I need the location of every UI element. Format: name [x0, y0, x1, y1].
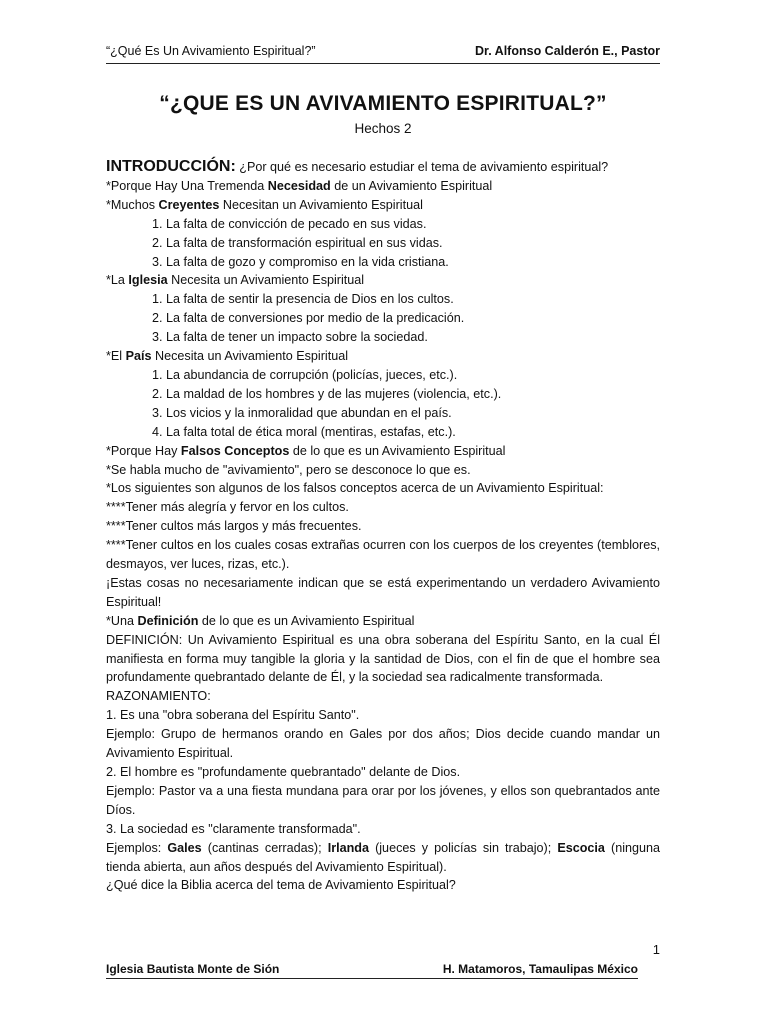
- footer-rule: [106, 978, 638, 979]
- keyword-wales: Gales: [167, 840, 202, 855]
- reason-item: 1. Es una "obra soberana del Espíritu Santo".: [106, 708, 360, 723]
- footer-location: H. Matamoros, Tamaulipas México: [442, 962, 638, 976]
- list-item: 3. La falta de gozo y compromiso en la vida cristiana.: [152, 254, 449, 269]
- definition-paragraph: [106, 631, 660, 688]
- section-definition: *Una Definición de lo que es un Avivamiento Espiritual: [106, 613, 415, 628]
- reasoning-heading: RAZONAMIENTO:: [106, 689, 211, 704]
- closing-question: ¿Qué dice la Biblia acerca del tema de Avivamiento Espiritual?: [106, 878, 456, 893]
- section-church: *La Iglesia Necesita un Avivamiento Espiritual: [106, 273, 365, 288]
- paragraph-line: *Se habla mucho de "avivamiento", pero se desconoce lo que es.: [106, 462, 471, 477]
- page-number: 1: [652, 942, 660, 957]
- list-item: 1. La falta de convicción de pecado en sus vidas.: [152, 216, 427, 231]
- definition-label: DEFINICIÓN:: [106, 632, 183, 647]
- footer-church: Iglesia Bautista Monte de Sión: [106, 962, 280, 976]
- document-subtitle: Hechos 2: [354, 121, 412, 136]
- document-body: [106, 158, 660, 895]
- paragraph-line: ****Tener más alegría y fervor en los cultos.: [106, 500, 349, 515]
- keyword-scotland: Escocia: [557, 840, 605, 855]
- keyword-definition: Definición: [137, 613, 199, 628]
- keyword-ireland: Irlanda: [327, 840, 369, 855]
- list-item: 2. La falta de transformación espiritual en sus vidas.: [152, 235, 443, 250]
- list-item: 1. La abundancia de corrupción (policías, jueces, etc.).: [152, 367, 458, 382]
- list-item: 4. La falta total de ética moral (mentiras, estafas, etc.).: [152, 424, 456, 439]
- example-paragraph: Ejemplo: Pastor va a una fiesta mundana para orar por los jóvenes, y ellos son quebrantados ante Díos.: [106, 783, 660, 817]
- section-false-concepts: *Porque Hay Falsos Conceptos de lo que es un Avivamiento Espiritual: [106, 443, 506, 458]
- keyword-country: País: [125, 349, 152, 364]
- section-believers: *Muchos Creyentes Necesitan un Avivamiento Espiritual: [106, 197, 423, 212]
- section-need: *Porque Hay Una Tremenda Necesidad de un Avivamiento Espiritual: [106, 178, 493, 193]
- paragraph-line: ****Tener cultos más largos y más frecuentes.: [106, 519, 362, 534]
- document-title: “¿QUE ES UN AVIVAMIENTO ESPIRITUAL?”: [159, 92, 607, 115]
- keyword-believers: Creyentes: [158, 197, 220, 212]
- header-author: Dr. Alfonso Calderón E., Pastor: [475, 44, 660, 58]
- list-item: 2. La falta de conversiones por medio de la predicación.: [152, 311, 465, 326]
- paragraph-line: *Los siguientes son algunos de los falsos conceptos acerca de un Avivamiento Espiritual:: [106, 481, 604, 496]
- list-item: 3. Los vicios y la inmoralidad que abundan en el país.: [152, 405, 452, 420]
- reason-item: 3. La sociedad es "claramente transformada".: [106, 821, 361, 836]
- list-item: 3. La falta de tener un impacto sobre la sociedad.: [152, 330, 428, 345]
- paragraph-line: ****Tener cultos en los cuales cosas extrañas ocurren con los cuerpos de los creyentes (temblores, desmayos, ver luces, rizas, etc.).: [106, 538, 660, 572]
- list-item: 1. La falta de sentir la presencia de Dios en los cultos.: [152, 292, 454, 307]
- header-rule: [106, 63, 660, 64]
- intro-line: [106, 158, 660, 177]
- header-title: “¿Qué Es Un Avivamiento Espiritual?”: [106, 44, 316, 58]
- list-item: 2. La maldad de los hombres y de las mujeres (violencia, etc.).: [152, 386, 502, 401]
- reason-item: 2. El hombre es "profundamente quebrantado" delante de Dios.: [106, 765, 461, 779]
- keyword-need: Necesidad: [267, 178, 331, 193]
- example-paragraph: Ejemplos: Gales (cantinas cerradas); Irlanda (jueces y policías sin trabajo); Escocia (ninguna tienda abierta, aun años después del Avivamiento Espiritual).: [106, 840, 661, 874]
- keyword-false-concepts: Falsos Conceptos: [180, 443, 290, 458]
- definition-text: Un Avivamiento Espiritual es una obra soberana del Espíritu Santo, en la cual Él manifiesta en forma muy tangible la gloria y la santidad de Dios, con el fin de que el hombre sea profundamente quebrantado delante de Él, y la sociedad sea radicalmente transformada.: [106, 632, 660, 685]
- intro-question: ¿Por qué es necesario estudiar el tema de avivamiento espiritual?: [235, 160, 609, 174]
- section-country: *El País Necesita un Avivamiento Espiritual: [106, 349, 349, 364]
- keyword-church: Iglesia: [128, 273, 168, 288]
- example-paragraph: Ejemplo: Grupo de hermanos orando en Gales por dos años; Dios decide cuando mandar un Avivamiento Espiritual.: [106, 727, 660, 761]
- paragraph-line: ¡Estas cosas no necesariamente indican que se está experimentando un verdadero Avivamiento Espiritual!: [106, 575, 660, 609]
- intro-heading: INTRODUCCIÓN:: [106, 158, 236, 175]
